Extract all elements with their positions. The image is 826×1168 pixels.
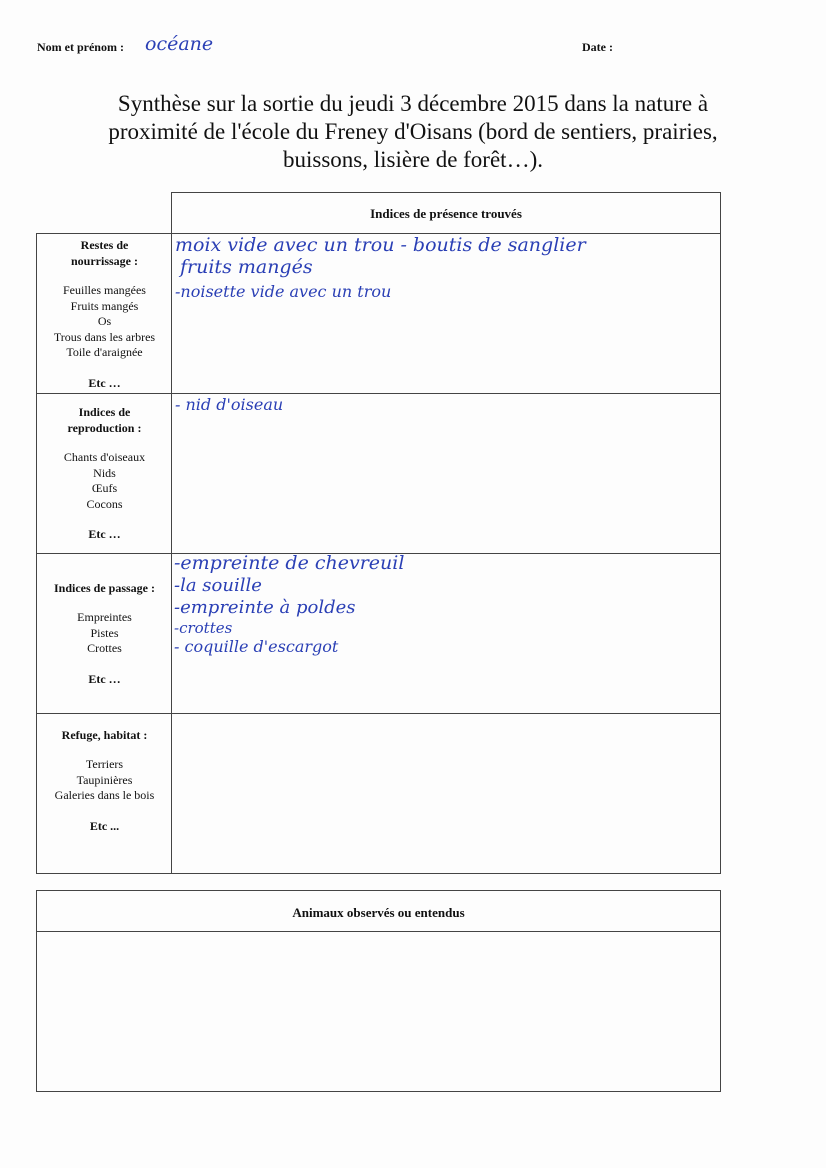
name-label: Nom et prénom : <box>37 40 124 54</box>
title-line-1: Synthèse sur la sortie du jeudi 3 décembre 2015 dans la nature à <box>117 91 709 116</box>
handwritten-note: - coquille d'escargot <box>174 637 339 656</box>
category-item: Toile d'araignée <box>66 345 143 360</box>
handwritten-note: fruits mangés <box>180 256 313 278</box>
category-reproduction <box>37 404 172 542</box>
category-item: Cocons <box>86 496 123 511</box>
handwritten-note: -la souille <box>174 575 262 596</box>
category-item: Trous dans les arbres <box>53 329 156 344</box>
handwritten-note: -crottes <box>174 619 233 637</box>
handwritten-note: moix vide avec un trou - boutis de sanglier <box>175 234 586 256</box>
handwritten-note: -empreinte à poldes <box>174 597 356 618</box>
category-item: Fruits mangés <box>70 298 139 313</box>
category-item: Terriers <box>85 757 124 771</box>
page-title <box>20 90 806 174</box>
category-item: Pistes <box>90 625 119 640</box>
category-passage <box>37 580 172 687</box>
category-item: Galeries dans le bois <box>54 788 155 803</box>
category-etc: Etc … <box>88 375 121 390</box>
name-value: océane <box>145 33 214 55</box>
date-label: Date : <box>582 40 613 54</box>
category-item: Œufs <box>91 481 118 496</box>
title-line-3: buissons, lisière de forêt…). <box>283 147 543 172</box>
category-title: Restes de <box>80 238 129 252</box>
category-item: Feuilles mangées <box>63 283 146 297</box>
animals-table-header-separator <box>36 931 721 932</box>
handwritten-note: - nid d'oiseau <box>175 395 284 414</box>
category-title: reproduction : <box>67 421 142 435</box>
row-separator <box>36 713 721 714</box>
presence-table-header: Indices de présence trouvés <box>370 206 522 221</box>
category-title: Indices de <box>78 405 131 419</box>
title-line-2: proximité de l'école du Freney d'Oisans (bord de sentiers, prairies, <box>108 119 718 144</box>
category-title: nourrissage : <box>71 254 138 268</box>
category-feeding <box>37 237 172 391</box>
category-item: Chants d'oiseaux <box>63 450 146 464</box>
category-item: Crottes <box>87 641 122 656</box>
category-item: Os <box>97 314 112 329</box>
animals-table-header: Animaux observés ou entendus <box>292 905 465 920</box>
category-etc: Etc … <box>88 527 121 542</box>
handwritten-note: -empreinte de chevreuil <box>174 552 405 574</box>
row-separator <box>36 393 721 394</box>
category-title: Indices de passage : <box>53 581 155 595</box>
category-item: Nids <box>93 465 116 480</box>
category-title: Refuge, habitat : <box>61 728 148 742</box>
category-item: Empreintes <box>77 610 132 624</box>
handwritten-note: -noisette vide avec un trou <box>175 282 392 301</box>
category-refuge <box>37 727 172 834</box>
category-etc: Etc … <box>88 671 121 686</box>
category-etc: Etc ... <box>89 818 120 833</box>
category-item: Taupinières <box>76 772 133 787</box>
